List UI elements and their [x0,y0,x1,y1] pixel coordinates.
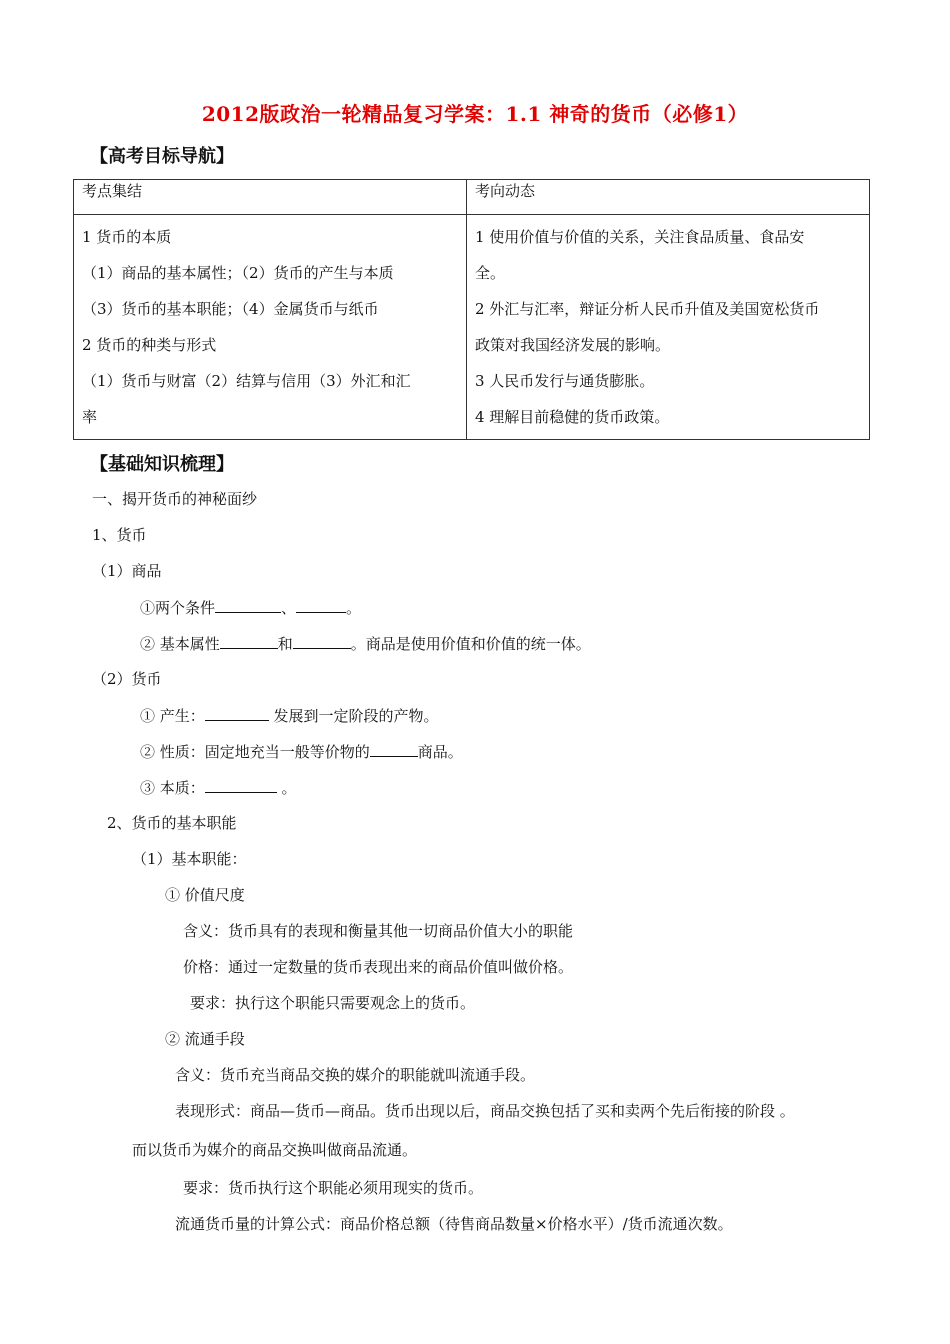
heading-level-2: 2、货币的基本职能 [107,814,237,832]
blank-field[interactable] [220,633,278,649]
table-header-row [74,180,870,215]
list-item: 政策对我国经济发展的影响。 [475,336,671,354]
text: 、 [281,599,297,617]
list-item: 4 理解目前稳健的货币政策。 [475,408,670,426]
paragraph: 而以货币为媒介的商品交换叫做商品流通。 [132,1141,418,1159]
blank-field[interactable] [293,633,351,649]
list-item: （3）货币的基本职能；（4）金属货币与纸币 [82,300,379,318]
text: 和 [277,635,293,653]
section-heading-basics: 【基础知识梳理】 [90,454,234,475]
paragraph: 含义：货币具有的表现和衡量其他一切商品价值大小的职能 [183,922,574,940]
text: 商品。 [417,743,463,761]
list-item: （1）货币与财富（2）结算与信用（3）外汇和汇 [82,372,411,390]
list-item: 2 外汇与汇率，辩证分析人民币升值及美国宽松货币 [475,300,820,318]
fill-line-origin [140,705,439,726]
blank-field[interactable] [205,777,277,793]
fill-line-two-conditions [140,597,361,618]
heading-level-3: （1）商品 [92,562,162,580]
list-item: 3 人民币发行与通货膨胀。 [475,372,655,390]
text: 。 [346,599,362,617]
section-heading-target-guide: 【高考目标导航】 [90,146,234,167]
text: ①两个条件 [140,599,216,617]
table-header-cell: 考向动态 [467,180,870,215]
text: 。商品是使用价值和价值的统一体。 [350,635,591,653]
text: ② 性质：固定地充当一般等价物的 [140,743,370,761]
list-item: 1 货币的本质 [82,228,172,246]
paragraph: 流通货币量的计算公式：商品价格总额（待售商品数量×价格水平）/货币流通次数。 [175,1215,733,1233]
function-heading: ② 流通手段 [165,1030,245,1048]
paragraph: 含义：货币充当商品交换的媒介的职能就叫流通手段。 [175,1066,536,1084]
blank-field[interactable] [215,597,281,613]
heading-level-2: 1、货币 [92,526,147,544]
page-title: 2012版政治一轮精品复习学案：1.1 神奇的货币（必修1） [201,102,749,126]
text: 。 [276,779,297,797]
paragraph: 要求：执行这个职能只需要观念上的货币。 [190,994,476,1012]
blank-field[interactable] [370,741,418,757]
heading-level-3: （1）基本职能： [132,850,247,868]
heading-level-3: （2）货币 [92,670,162,688]
text: 发展到一定阶段的产物。 [268,707,439,725]
list-item: 全。 [475,264,506,282]
fill-line-nature [140,741,463,762]
table-cell-points [74,215,467,440]
text: ② 基本属性 [140,635,220,653]
fill-line-basic-attributes [140,633,591,654]
fill-line-essence [140,777,297,798]
heading-level-1: 一、揭开货币的神秘面纱 [92,490,258,508]
function-heading: ① 价值尺度 [165,886,245,904]
text: ③ 本质： [140,779,205,797]
list-item: 1 使用价值与价值的关系，关注食品质量、食品安 [475,228,805,246]
table-row [74,215,870,440]
blank-field[interactable] [296,597,346,613]
blank-field[interactable] [205,705,269,721]
table-cell-trends [467,215,870,440]
list-item: （1）商品的基本属性；（2）货币的产生与本质 [82,264,394,282]
list-item: 2 货币的种类与形式 [82,336,217,354]
paragraph: 价格：通过一定数量的货币表现出来的商品价值叫做价格。 [183,958,574,976]
paragraph: 要求：货币执行这个职能必须用现实的货币。 [183,1179,484,1197]
paragraph: 表现形式：商品—货币—商品。货币出现以后，商品交换包括了买和卖两个先后衔接的阶段 。 [175,1102,795,1120]
exam-points-table [73,179,870,440]
text: ① 产生： [140,707,205,725]
list-item: 率 [82,408,98,426]
table-header-cell: 考点集结 [74,180,467,215]
